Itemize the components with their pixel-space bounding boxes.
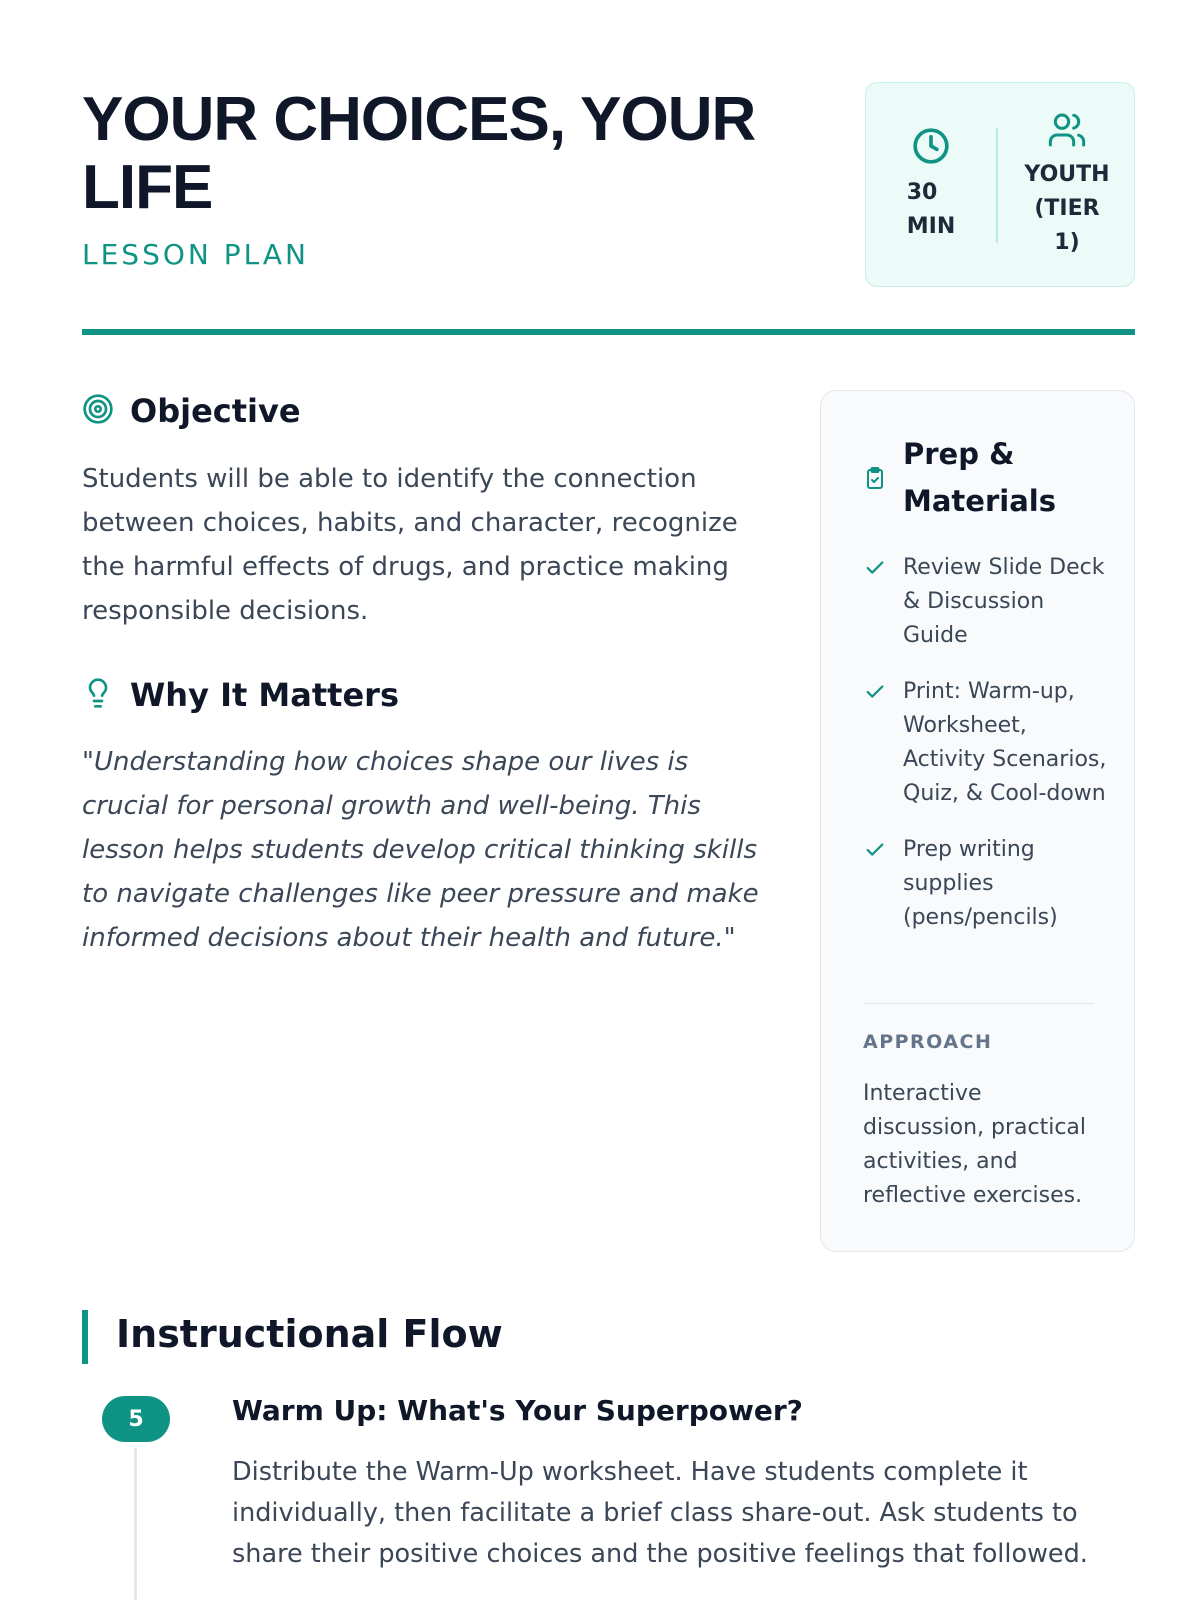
check-icon [863,675,903,811]
objective-text: Students will be able to identify the connection between choices, habits, and character, recognize the harmful effects of drugs, and practice making responsible decisions. [82,464,738,626]
flow-heading-accent [82,1310,88,1364]
page-title: YOUR CHOICES, YOUR LIFE [82,85,756,222]
objective-heading [82,392,301,430]
prep-item [863,675,1113,811]
approach-text: Interactive discussion, practical activities, and reflective exercises. [863,1081,1087,1208]
check-icon [863,551,903,653]
header-divider [82,329,1135,335]
lesson-meta-card [865,82,1135,287]
why-heading [82,676,399,714]
prep-checklist [863,551,1113,957]
lightbulb-icon [82,676,114,714]
prep-item [863,551,1113,653]
duration-block [866,83,996,286]
prep-materials-panel [820,390,1135,1252]
step-title: Warm Up: What's Your Superpower? [232,1394,803,1427]
objective-heading-text: Objective [130,392,301,430]
prep-title: Prep & Materials [903,437,1056,518]
timeline-line [134,1448,137,1600]
audience-block [998,83,1136,286]
prep-item-label: Print: Warm-up, Worksheet, Activity Scenarios, Quiz, & Cool-down [903,679,1107,806]
prep-item [863,833,1113,935]
flow-heading: Instructional Flow [116,1312,503,1356]
page-subtitle: LESSON PLAN [82,238,309,271]
approach-heading: APPROACH [863,1031,993,1053]
prep-separator [863,1003,1094,1004]
why-quote: "Understanding how choices shape our lives is crucial for personal growth and well-being. This lesson helps students develop critical thinking skills to navigate challenges like peer pressure and make informed decisions about their health and future." [82,747,759,953]
audience-label: YOUTH (TIER 1) [1024,161,1110,255]
check-icon [863,833,903,935]
clipboard-check-icon [863,465,887,495]
step-minutes-badge: 5 [102,1396,170,1442]
prep-item-label: Prep writing supplies (pens/pencils) [903,837,1058,930]
users-icon [1047,110,1087,154]
why-heading-text: Why It Matters [130,676,399,714]
clock-icon [911,126,951,170]
lesson-header [82,86,782,271]
prep-item-label: Review Slide Deck & Discussion Guide [903,555,1105,648]
step-description: Distribute the Warm-Up worksheet. Have students complete it individually, then facilitate a brief class share-out. Ask students to share their positive choices and the positive feelings that followed. [232,1457,1088,1569]
duration-label: 30 MIN [906,179,956,239]
target-icon [82,393,114,429]
